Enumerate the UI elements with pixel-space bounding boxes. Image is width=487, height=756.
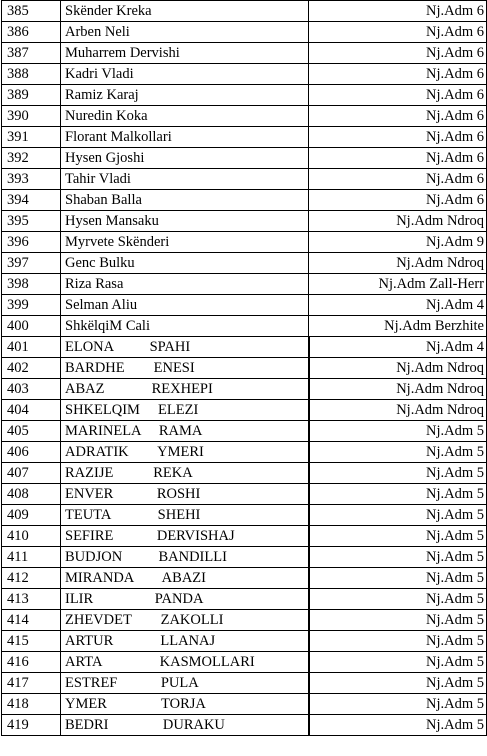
person-name-cell	[61, 358, 309, 379]
person-name-text: Ramiz Karaj	[65, 87, 139, 103]
row-number-text: 412	[7, 570, 29, 586]
admin-unit-text: Nj.Adm Ndroq	[396, 402, 484, 418]
records-table	[1, 0, 487, 736]
admin-unit-text: Nj.Adm 5	[426, 654, 484, 670]
table-row	[2, 610, 487, 631]
table-row	[2, 64, 487, 85]
table-row	[2, 190, 487, 211]
person-name-text: ELONA SPAHI	[65, 339, 191, 355]
admin-unit-cell	[309, 211, 487, 232]
row-number-cell	[2, 253, 61, 274]
row-number-text: 392	[7, 150, 29, 166]
row-number-cell	[2, 169, 61, 190]
row-number-text: 401	[7, 339, 29, 355]
person-name-text: Riza Rasa	[65, 276, 124, 292]
admin-unit-text: Nj.Adm 5	[426, 486, 484, 502]
person-name-cell	[61, 652, 309, 673]
admin-unit-cell	[309, 694, 487, 715]
admin-unit-cell	[309, 505, 487, 526]
admin-unit-cell	[309, 589, 487, 610]
row-number-text: 388	[7, 66, 29, 82]
admin-unit-text: Nj.Adm 6	[426, 3, 484, 19]
row-number-cell	[2, 274, 61, 295]
row-number-text: 414	[7, 612, 29, 628]
table-row	[2, 106, 487, 127]
person-name-cell	[61, 610, 309, 631]
row-number-cell	[2, 316, 61, 337]
person-name-text: ZHEVDET ZAKOLLI	[65, 612, 224, 628]
person-name-cell	[61, 442, 309, 463]
admin-unit-text: Nj.Adm 5	[426, 507, 484, 523]
admin-unit-text: Nj.Adm 4	[426, 297, 484, 313]
admin-unit-cell	[309, 253, 487, 274]
table-row	[2, 1, 487, 22]
admin-unit-cell	[309, 610, 487, 631]
table-row	[2, 43, 487, 64]
row-number-text: 417	[7, 675, 29, 691]
person-name-text: SHKELQIM ELEZI	[65, 402, 199, 418]
table-row	[2, 421, 487, 442]
row-number-text: 387	[7, 45, 29, 61]
person-name-text: Muharrem Dervishi	[65, 45, 180, 61]
records-table-body	[2, 1, 487, 736]
admin-unit-cell	[309, 148, 487, 169]
person-name-text: TEUTA SHEHI	[65, 507, 201, 523]
admin-unit-text: Nj.Adm 5	[426, 444, 484, 460]
table-row	[2, 673, 487, 694]
person-name-cell	[61, 232, 309, 253]
row-number-text: 408	[7, 486, 29, 502]
admin-unit-cell	[309, 526, 487, 547]
admin-unit-text: Nj.Adm Zall-Herr	[378, 276, 484, 292]
row-number-cell	[2, 22, 61, 43]
person-name-text: Shaban Balla	[65, 192, 142, 208]
admin-unit-cell	[309, 568, 487, 589]
row-number-cell	[2, 484, 61, 505]
person-name-text: BARDHE ENESI	[65, 360, 195, 376]
person-name-text: YMER TORJA	[65, 696, 206, 712]
admin-unit-text: Nj.Adm 5	[426, 549, 484, 565]
person-name-cell	[61, 505, 309, 526]
row-number-text: 413	[7, 591, 29, 607]
table-row	[2, 379, 487, 400]
row-number-text: 399	[7, 297, 29, 313]
admin-unit-text: Nj.Adm 6	[426, 66, 484, 82]
person-name-text: Hysen Gjoshi	[65, 150, 145, 166]
admin-unit-text: Nj.Adm 5	[426, 528, 484, 544]
admin-unit-cell	[309, 64, 487, 85]
row-number-cell	[2, 610, 61, 631]
table-row	[2, 400, 487, 421]
admin-unit-text: Nj.Adm 5	[426, 696, 484, 712]
person-name-cell	[61, 22, 309, 43]
row-number-text: 389	[7, 87, 29, 103]
admin-unit-cell	[309, 295, 487, 316]
person-name-text: ADRATIK YMERI	[65, 444, 204, 460]
table-row	[2, 316, 487, 337]
person-name-cell	[61, 484, 309, 505]
table-row	[2, 211, 487, 232]
row-number-text: 402	[7, 360, 29, 376]
person-name-cell	[61, 190, 309, 211]
row-number-text: 393	[7, 171, 29, 187]
row-number-cell	[2, 631, 61, 652]
person-name-cell	[61, 64, 309, 85]
person-name-text: ARTUR LLANAJ	[65, 633, 216, 649]
admin-unit-cell	[309, 547, 487, 568]
person-name-cell	[61, 148, 309, 169]
admin-unit-cell	[309, 484, 487, 505]
admin-unit-cell	[309, 190, 487, 211]
admin-unit-text: Nj.Adm 6	[426, 129, 484, 145]
table-row	[2, 547, 487, 568]
table-row	[2, 463, 487, 484]
row-number-cell	[2, 568, 61, 589]
admin-unit-text: Nj.Adm Ndroq	[396, 360, 484, 376]
admin-unit-text: Nj.Adm 6	[426, 171, 484, 187]
row-number-cell	[2, 295, 61, 316]
person-name-text: Skënder Kreka	[65, 3, 152, 19]
person-name-text: Kadri Vladi	[65, 66, 134, 82]
admin-unit-text: Nj.Adm 5	[426, 591, 484, 607]
admin-unit-text: Nj.Adm Ndroq	[396, 255, 484, 271]
row-number-text: 404	[7, 402, 29, 418]
person-name-text: BUDJON BANDILLI	[65, 549, 227, 565]
row-number-text: 396	[7, 234, 29, 250]
table-row	[2, 694, 487, 715]
row-number-text: 409	[7, 507, 29, 523]
person-name-cell	[61, 547, 309, 568]
row-number-cell	[2, 148, 61, 169]
row-number-text: 403	[7, 381, 29, 397]
row-number-text: 419	[7, 717, 29, 733]
row-number-cell	[2, 505, 61, 526]
table-row	[2, 295, 487, 316]
person-name-cell	[61, 673, 309, 694]
admin-unit-text: Nj.Adm 5	[426, 717, 484, 733]
person-name-cell	[61, 379, 309, 400]
row-number-text: 406	[7, 444, 29, 460]
admin-unit-text: Nj.Adm Ndroq	[396, 381, 484, 397]
row-number-cell	[2, 190, 61, 211]
person-name-cell	[61, 1, 309, 22]
person-name-text: ARTA KASMOLLARI	[65, 654, 255, 670]
admin-unit-cell	[309, 127, 487, 148]
person-name-cell	[61, 106, 309, 127]
table-row	[2, 526, 487, 547]
person-name-cell	[61, 568, 309, 589]
row-number-cell	[2, 127, 61, 148]
person-name-cell	[61, 694, 309, 715]
row-number-cell	[2, 106, 61, 127]
person-name-text: Arben Neli	[65, 24, 130, 40]
admin-unit-text: Nj.Adm 5	[426, 633, 484, 649]
table-row	[2, 127, 487, 148]
row-number-cell	[2, 400, 61, 421]
admin-unit-text: Nj.Adm 6	[426, 108, 484, 124]
row-number-text: 391	[7, 129, 29, 145]
person-name-text: ENVER ROSHI	[65, 486, 201, 502]
row-number-text: 397	[7, 255, 29, 271]
table-row	[2, 337, 487, 358]
table-row	[2, 631, 487, 652]
person-name-cell	[61, 274, 309, 295]
person-name-text: Myrvete Skënderi	[65, 234, 170, 250]
row-number-text: 394	[7, 192, 29, 208]
admin-unit-cell	[309, 232, 487, 253]
row-number-cell	[2, 358, 61, 379]
table-row	[2, 505, 487, 526]
person-name-cell	[61, 316, 309, 337]
admin-unit-text: Nj.Adm 6	[426, 24, 484, 40]
row-number-text: 398	[7, 276, 29, 292]
row-number-text: 416	[7, 654, 29, 670]
table-row	[2, 568, 487, 589]
row-number-cell	[2, 652, 61, 673]
table-row	[2, 442, 487, 463]
row-number-text: 395	[7, 213, 29, 229]
admin-unit-text: Nj.Adm Ndroq	[396, 213, 484, 229]
row-number-cell	[2, 379, 61, 400]
row-number-cell	[2, 232, 61, 253]
row-number-cell	[2, 211, 61, 232]
admin-unit-text: Nj.Adm 6	[426, 150, 484, 166]
table-row	[2, 232, 487, 253]
row-number-cell	[2, 64, 61, 85]
person-name-text: Florant Malkollari	[65, 129, 172, 145]
row-number-cell	[2, 715, 61, 736]
person-name-text: Hysen Mansaku	[65, 213, 159, 229]
admin-unit-cell	[309, 169, 487, 190]
table-row	[2, 274, 487, 295]
person-name-text: ESTREF PULA	[65, 675, 199, 691]
admin-unit-text: Nj.Adm 6	[426, 192, 484, 208]
admin-unit-text: Nj.Adm 6	[426, 87, 484, 103]
row-number-text: 385	[7, 3, 29, 19]
admin-unit-text: Nj.Adm 5	[426, 612, 484, 628]
row-number-cell	[2, 547, 61, 568]
table-row	[2, 169, 487, 190]
admin-unit-cell	[309, 106, 487, 127]
admin-unit-cell	[309, 400, 487, 421]
admin-unit-cell	[309, 715, 487, 736]
table-row	[2, 652, 487, 673]
person-name-cell	[61, 85, 309, 106]
person-name-text: RAZIJE REKA	[65, 465, 193, 481]
table-row	[2, 148, 487, 169]
person-name-cell	[61, 463, 309, 484]
row-number-cell	[2, 1, 61, 22]
row-number-cell	[2, 463, 61, 484]
admin-unit-text: Nj.Adm 5	[426, 570, 484, 586]
person-name-text: ABAZ REXHEPI	[65, 381, 213, 397]
table-row	[2, 22, 487, 43]
admin-unit-cell	[309, 379, 487, 400]
person-name-text: BEDRI DURAKU	[65, 717, 225, 733]
person-name-text: MIRANDA ABAZI	[65, 570, 206, 586]
row-number-text: 390	[7, 108, 29, 124]
person-name-text: SEFIRE DERVISHAJ	[65, 528, 235, 544]
row-number-text: 405	[7, 423, 29, 439]
person-name-cell	[61, 337, 309, 358]
person-name-cell	[61, 400, 309, 421]
row-number-cell	[2, 442, 61, 463]
person-name-cell	[61, 127, 309, 148]
admin-unit-text: Nj.Adm 5	[426, 675, 484, 691]
row-number-cell	[2, 673, 61, 694]
admin-unit-cell	[309, 1, 487, 22]
person-name-text: Nuredin Koka	[65, 108, 148, 124]
table-row	[2, 358, 487, 379]
admin-unit-cell	[309, 22, 487, 43]
person-name-text: ILIR PANDA	[65, 591, 204, 607]
row-number-cell	[2, 43, 61, 64]
admin-unit-cell	[309, 673, 487, 694]
admin-unit-text: Nj.Adm 9	[426, 234, 484, 250]
row-number-text: 418	[7, 696, 29, 712]
table-row	[2, 253, 487, 274]
row-number-cell	[2, 337, 61, 358]
row-number-text: 415	[7, 633, 29, 649]
person-name-text: Genc Bulku	[65, 255, 135, 271]
person-name-cell	[61, 253, 309, 274]
admin-unit-text: Nj.Adm 4	[426, 339, 484, 355]
admin-unit-cell	[309, 631, 487, 652]
admin-unit-cell	[309, 316, 487, 337]
person-name-text: ShkëlqiM Cali	[65, 318, 150, 334]
table-row	[2, 589, 487, 610]
admin-unit-text: Nj.Adm 5	[426, 423, 484, 439]
admin-unit-text: Nj.Adm 6	[426, 45, 484, 61]
person-name-text: Tahir Vladi	[65, 171, 131, 187]
admin-unit-cell	[309, 421, 487, 442]
row-number-text: 386	[7, 24, 29, 40]
row-number-cell	[2, 694, 61, 715]
person-name-cell	[61, 43, 309, 64]
row-number-cell	[2, 85, 61, 106]
person-name-cell	[61, 211, 309, 232]
person-name-cell	[61, 169, 309, 190]
table-row	[2, 484, 487, 505]
row-number-cell	[2, 421, 61, 442]
person-name-cell	[61, 295, 309, 316]
admin-unit-cell	[309, 358, 487, 379]
admin-unit-cell	[309, 337, 487, 358]
row-number-cell	[2, 526, 61, 547]
person-name-cell	[61, 715, 309, 736]
person-name-text: MARINELA RAMA	[65, 423, 203, 439]
admin-unit-cell	[309, 274, 487, 295]
row-number-text: 410	[7, 528, 29, 544]
table-row	[2, 85, 487, 106]
person-name-cell	[61, 421, 309, 442]
table-row	[2, 715, 487, 736]
person-name-cell	[61, 631, 309, 652]
person-name-cell	[61, 589, 309, 610]
admin-unit-cell	[309, 463, 487, 484]
admin-unit-text: Nj.Adm Berzhite	[384, 318, 484, 334]
row-number-text: 407	[7, 465, 29, 481]
person-name-cell	[61, 526, 309, 547]
row-number-text: 400	[7, 318, 29, 334]
admin-unit-cell	[309, 85, 487, 106]
row-number-cell	[2, 589, 61, 610]
row-number-text: 411	[7, 549, 29, 565]
admin-unit-cell	[309, 652, 487, 673]
admin-unit-text: Nj.Adm 5	[426, 465, 484, 481]
admin-unit-cell	[309, 442, 487, 463]
person-name-text: Selman Aliu	[65, 297, 138, 313]
admin-unit-cell	[309, 43, 487, 64]
